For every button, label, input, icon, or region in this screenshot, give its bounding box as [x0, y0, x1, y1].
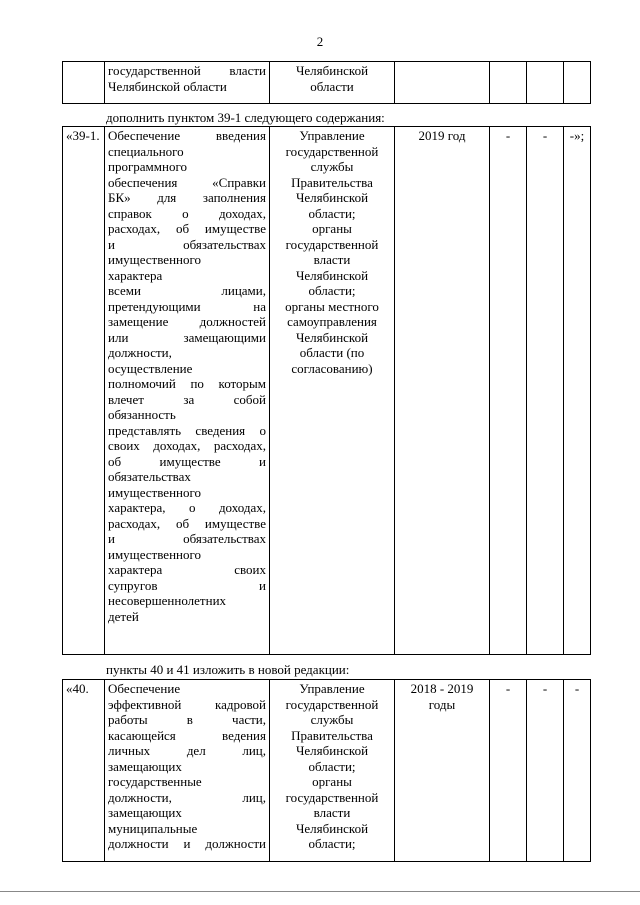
text-line: 2018 - 2019 [410, 681, 474, 696]
text-line: обеспечения «Справки [108, 174, 266, 190]
text-line: личных дел лиц, [108, 743, 266, 758]
cell-term: 2019 год [395, 127, 490, 655]
cell-indicator [490, 62, 527, 104]
text-line: Челябинской [295, 190, 369, 205]
text-line: несовершеннолетних [108, 593, 227, 608]
table-row [63, 62, 591, 104]
cell-indicator: - [490, 680, 527, 862]
text-line: эффективной кадровой [108, 696, 266, 712]
text-line: специального [108, 143, 184, 159]
text-line: области [310, 78, 354, 94]
text-line: органы [312, 774, 352, 789]
text-line: обязанность [108, 407, 176, 422]
text-line: замещение должностей [108, 314, 266, 329]
cell-measure [105, 680, 270, 862]
table-row [63, 680, 591, 862]
text-line: Управление [299, 128, 365, 143]
text-line: об имуществе и [108, 453, 266, 469]
text-line: характера своих [108, 562, 266, 577]
text-line: всеми лицами, [108, 283, 266, 298]
text-line: претендующими на [108, 298, 266, 314]
cell-indicator: - [564, 680, 591, 862]
cell-indicator: - [527, 680, 564, 862]
page-bottom-rule [0, 891, 640, 892]
text-line: полномочий по которым [108, 376, 266, 391]
text-line: власти [313, 805, 351, 820]
text-line: Челябинской [295, 743, 369, 758]
text-line: программного [108, 159, 187, 174]
plan-table-continuation [62, 61, 591, 104]
text-line: Челябинской области [108, 78, 227, 94]
text-line: государственной [285, 696, 379, 712]
text-line: муниципальные [108, 820, 198, 836]
text-line: касающейся ведения [108, 727, 266, 743]
text-line: области; [308, 283, 356, 298]
cell-number [63, 62, 105, 104]
text-line: справок о доходах, [108, 205, 266, 221]
text-line: Челябинской [295, 63, 369, 78]
text-line: Челябинской [295, 329, 369, 345]
cell-number: «39-1. [63, 127, 105, 655]
cell-measure [105, 62, 270, 104]
text-line: службы [310, 712, 354, 727]
cell-indicator: - [527, 127, 564, 655]
text-line: должности, лиц, [108, 789, 266, 805]
text-line: работы в части, [108, 712, 266, 727]
text-line: или замещающими [108, 329, 266, 345]
text-line: характера [108, 267, 163, 283]
text-line: государственной [285, 236, 379, 252]
cell-number: «40. [63, 680, 105, 862]
cell-indicator: -»; [564, 127, 591, 655]
text-line: Правительства [291, 174, 373, 190]
text-line: расходах, об имуществе [108, 221, 266, 236]
text-line: Правительства [291, 727, 373, 743]
text-line: Челябинской [295, 267, 369, 283]
text-line: имущественного [108, 484, 201, 500]
cell-executor [270, 127, 395, 655]
cell-term [395, 680, 490, 862]
cell-term [395, 62, 490, 104]
text-line: годы [428, 696, 456, 712]
cell-indicator [564, 62, 591, 104]
plan-table-item-39-1 [62, 126, 591, 655]
cell-executor [270, 62, 395, 104]
text-line: государственной власти [108, 63, 266, 78]
text-line: Обеспечение [108, 681, 181, 696]
text-line: детей [108, 608, 139, 624]
amendment-text: дополнить пунктом 39-1 следующего содержания: [106, 110, 385, 125]
text-line: расходах, об имуществе [108, 515, 266, 531]
text-line: государственной [285, 789, 379, 805]
text-line: имущественного [108, 252, 201, 267]
cell-indicator [527, 62, 564, 104]
text-line: влечет за собой [108, 391, 266, 407]
text-line: должности, [108, 345, 172, 360]
text-line: должности и должности [108, 836, 266, 851]
text-line: самоуправления [287, 314, 377, 329]
text-line: области (по [299, 345, 365, 360]
text-line: осуществление [108, 360, 193, 376]
text-line: власти [313, 252, 351, 267]
text-line: БК» для заполнения [108, 190, 266, 205]
text-line: Челябинской [295, 820, 369, 836]
text-line: области; [308, 836, 356, 851]
text-line: органы местного [285, 298, 379, 314]
text-line: и обязательствах [108, 236, 266, 252]
text-line: области; [308, 758, 356, 774]
text-line: Управление [299, 681, 365, 696]
text-line: государственные [108, 774, 202, 789]
text-line: государственной [285, 143, 379, 159]
text-line: и обязательствах [108, 531, 266, 546]
cell-measure [105, 127, 270, 655]
text-line: замещающих [108, 805, 182, 820]
text-line: замещающих [108, 758, 182, 774]
text-line: имущественного [108, 546, 201, 562]
text-line: органы [312, 221, 352, 236]
amendment-text: пункты 40 и 41 изложить в новой редакции: [106, 662, 350, 677]
text-line: Обеспечение введения [108, 128, 266, 143]
cell-indicator: - [490, 127, 527, 655]
text-line: обязательствах [108, 469, 191, 484]
cell-executor [270, 680, 395, 862]
text-line: супругов и [108, 577, 266, 593]
text-line: характера, о доходах, [108, 500, 266, 515]
page-number: 2 [316, 34, 324, 49]
text-line: своих доходах, расходах, [108, 438, 266, 453]
table-row [63, 127, 591, 655]
text-line: согласованию) [291, 360, 373, 376]
text-line: области; [308, 205, 356, 221]
plan-table-item-40 [62, 679, 591, 862]
text-line: службы [310, 159, 354, 174]
text-line: представлять сведения о [108, 422, 266, 438]
